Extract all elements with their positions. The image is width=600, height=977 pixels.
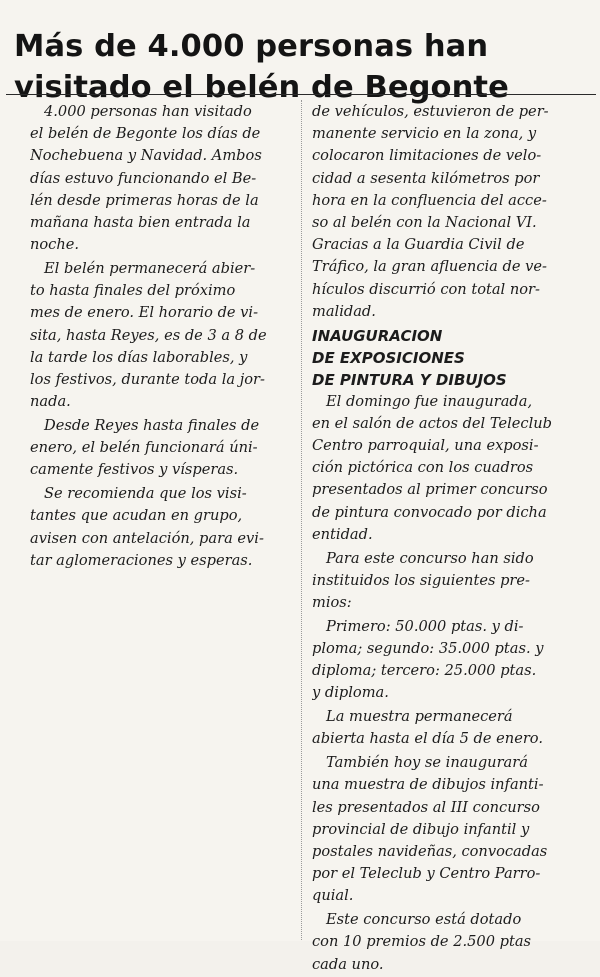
text-line: Desde Reyes hasta finales de	[44, 417, 260, 435]
article-paragraph	[312, 616, 592, 705]
text-line: nada.	[30, 393, 71, 411]
article-column-right	[312, 101, 592, 977]
text-line: noche.	[30, 236, 80, 254]
text-line: entidad.	[312, 525, 373, 543]
subheading-line: DE PINTURA Y DIBUJOS	[312, 370, 507, 389]
text-line: El domingo fue inaugurada,	[326, 392, 533, 410]
right-column-intro	[312, 101, 592, 323]
text-line: Para este concurso han sido	[326, 549, 534, 567]
headline-line: Más de 4.000 personas han	[14, 29, 489, 65]
text-line: La muestra permanecerá	[326, 708, 513, 726]
text-line: lén desde primeras horas de la	[30, 191, 259, 209]
text-line: 4.000 personas han visitado	[44, 103, 252, 120]
text-line: El belén permanecerá abier-	[44, 260, 256, 278]
text-line: manente servicio en la zona, y	[312, 125, 537, 143]
article-paragraph	[30, 415, 292, 482]
text-line: de pintura convocado por dicha	[312, 503, 547, 521]
text-line: enero, el belén funcionará úni-	[30, 439, 258, 457]
text-line: También hoy se inaugurará	[326, 754, 528, 772]
subheading-line: DE EXPOSICIONES	[312, 348, 465, 367]
headline-line: visitado el belén de Begonte	[14, 70, 509, 106]
text-line: ción pictórica con los cuadros	[312, 459, 534, 477]
text-line: en el salón de actos del Teleclub	[312, 414, 552, 432]
text-line: diploma; tercero: 25.000 ptas.	[312, 662, 537, 680]
text-line: instituidos los siguientes pre-	[312, 571, 530, 589]
text-line: días estuvo funcionando el Be-	[30, 169, 257, 187]
text-line: ploma; segundo: 35.000 ptas. y	[312, 640, 544, 658]
text-line: hículos discurrió con total nor-	[312, 280, 540, 298]
text-line: por el Teleclub y Centro Parro-	[312, 865, 541, 883]
text-line: con 10 premios de 2.500 ptas	[312, 933, 532, 951]
article-paragraph	[312, 391, 592, 546]
text-line: tar aglomeraciones y esperas.	[30, 551, 253, 569]
article-paragraph	[312, 752, 592, 907]
headline-rule	[6, 94, 596, 95]
text-line: abierta hasta el día 5 de enero.	[312, 730, 543, 748]
text-line: Primero: 50.000 ptas. y di-	[326, 617, 524, 635]
text-line: cidad a sesenta kilómetros por	[312, 169, 540, 187]
right-column-body	[312, 391, 592, 976]
text-line: malidad.	[312, 302, 376, 320]
text-line: Tráfico, la gran afluencia de ve-	[312, 258, 547, 276]
text-line: los festivos, durante toda la jor-	[30, 371, 265, 389]
article-paragraph	[30, 258, 292, 413]
text-line: una muestra de dibujos infanti-	[312, 776, 544, 794]
text-line: colocaron limitaciones de velo-	[312, 147, 542, 165]
text-line: Nochebuena y Navidad. Ambos	[30, 147, 262, 165]
article-paragraph	[30, 483, 292, 572]
text-line: la tarde los días laborables, y	[30, 348, 248, 366]
text-line: postales navideñas, convocadas	[312, 843, 548, 861]
text-line: hora en la confluencia del acce-	[312, 191, 547, 209]
text-line: mios:	[312, 594, 352, 612]
text-line: el belén de Begonte los días de	[30, 125, 261, 143]
text-line: tantes que acudan en grupo,	[30, 507, 243, 525]
text-line: les presentados al III concurso	[312, 798, 540, 816]
text-line: de vehículos, estuvieron de per-	[312, 103, 549, 120]
section-subheading	[312, 325, 592, 391]
article-paragraph	[312, 101, 592, 323]
article-paragraph	[30, 101, 292, 256]
text-line: cada uno.	[312, 955, 384, 973]
text-line: Centro parroquial, una exposi-	[312, 437, 539, 455]
text-line: y diploma.	[312, 684, 389, 702]
article-column-left	[30, 101, 292, 574]
text-line: avisen con antelación, para evi-	[30, 529, 264, 547]
text-line: to hasta finales del próximo	[30, 282, 236, 300]
article-paragraph	[312, 706, 592, 750]
text-line: Este concurso está dotado	[326, 911, 522, 929]
text-line: camente festivos y vísperas.	[30, 461, 239, 479]
text-line: mes de enero. El horario de vi-	[30, 304, 259, 322]
text-line: so al belén con la Nacional VI.	[312, 214, 537, 232]
text-line: Se recomienda que los visi-	[44, 485, 247, 503]
text-line: sita, hasta Reyes, es de 3 a 8 de	[30, 326, 267, 344]
article-headline	[14, 26, 589, 108]
text-line: presentados al primer concurso	[312, 481, 548, 499]
text-line: Gracias a la Guardia Civil de	[312, 236, 525, 254]
text-line: quial.	[312, 887, 354, 905]
subheading-line: INAUGURACION	[312, 326, 443, 345]
article-paragraph	[312, 548, 592, 615]
text-line: mañana hasta bien entrada la	[30, 214, 251, 232]
column-divider	[301, 100, 302, 940]
article-paragraph	[312, 909, 592, 976]
text-line: provincial de dibujo infantil y	[312, 820, 530, 838]
